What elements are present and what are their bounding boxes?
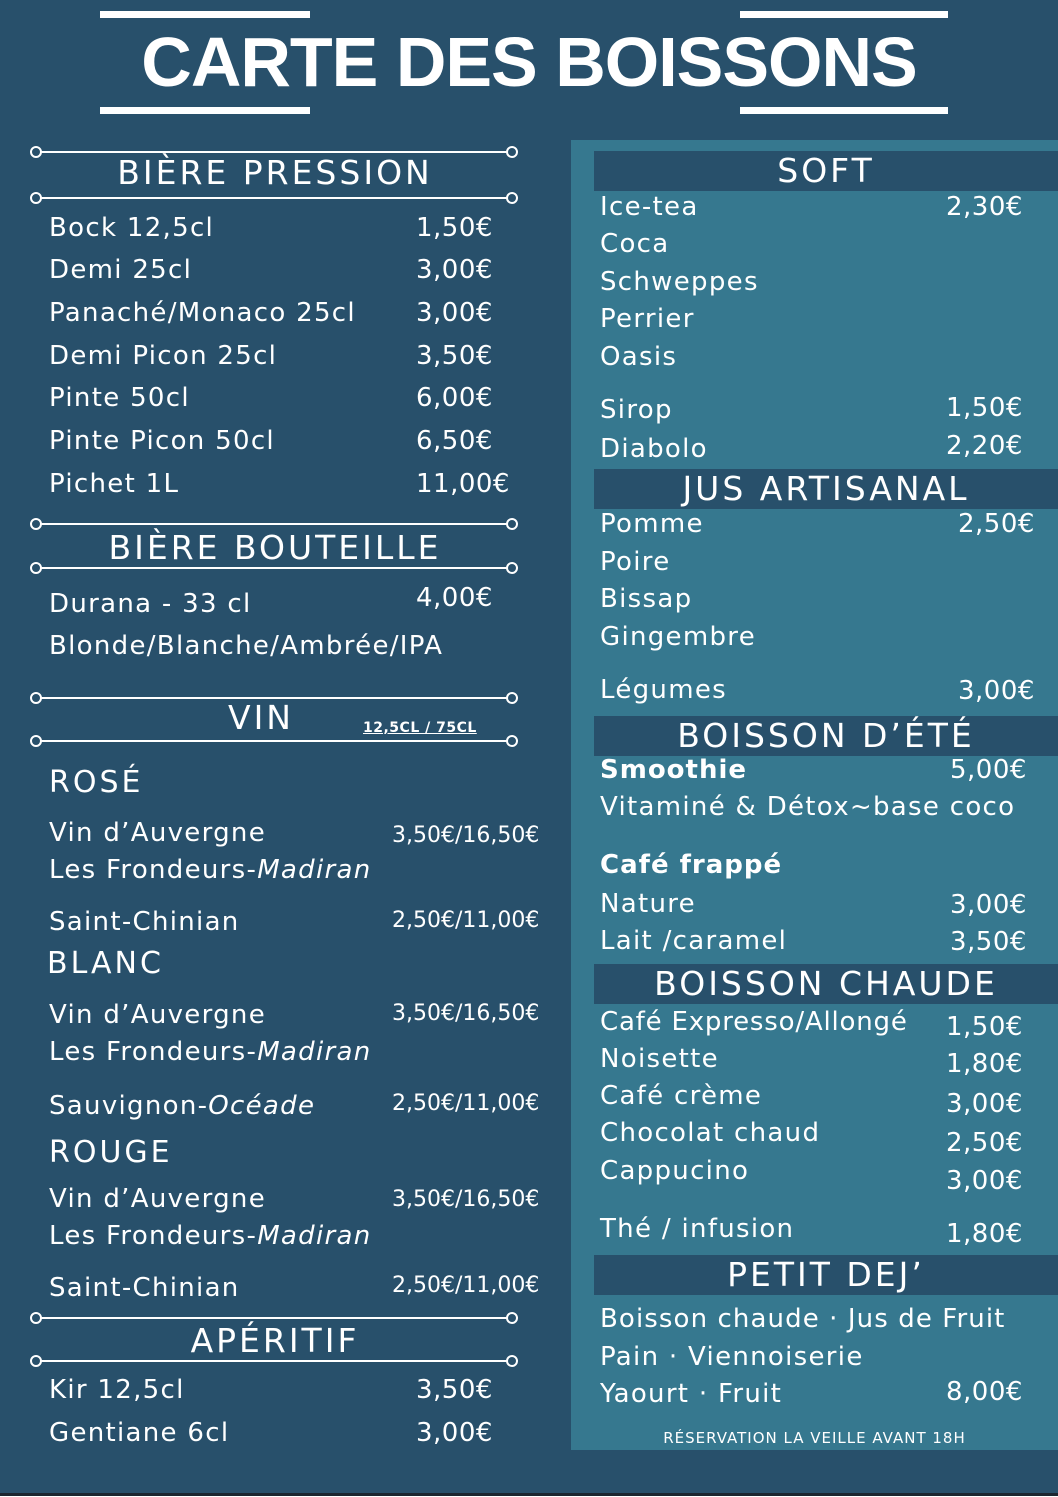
item-description: Vitaminé & Détox~base coco <box>600 792 1016 822</box>
item-name: Kir 12,5cl <box>49 1375 185 1405</box>
item-name: Noisette <box>600 1044 719 1074</box>
item-name: Thé / infusion <box>600 1214 795 1244</box>
section-title-biere-pression: BIÈRE PRESSION <box>117 153 433 192</box>
item-name: Boisson chaude · Jus de Fruit <box>600 1304 1006 1334</box>
item-price: 3,50€ <box>416 341 493 371</box>
wine-name: Sauvignon- <box>49 1091 209 1121</box>
wine-name-row <box>49 1090 315 1122</box>
menu-title: CARTE DES BOISSONS <box>141 23 917 101</box>
item-name: Bock 12,5cl <box>49 213 215 243</box>
item-name: Pain · Viennoiserie <box>600 1342 864 1372</box>
item-price: 3,00€ <box>946 1166 1023 1196</box>
item-price: 6,00€ <box>416 383 493 413</box>
wine-sub <box>49 1036 372 1068</box>
wine-category-blanc: BLANC <box>47 946 164 981</box>
section-title-vin: VIN <box>228 698 294 737</box>
rule <box>36 197 512 199</box>
rule-dot <box>30 1355 42 1367</box>
item-name: Diabolo <box>600 434 708 464</box>
rule-dot <box>506 692 518 704</box>
rule-dot <box>30 735 42 747</box>
item-price: 3,00€ <box>946 1089 1023 1119</box>
item-price: 11,00€ <box>416 469 510 499</box>
item-name: Lait /caramel <box>600 926 788 956</box>
rule-dot <box>30 692 42 704</box>
wine-producer: Les Frondeurs- <box>49 1221 258 1251</box>
item-name: Ice-tea <box>600 192 699 222</box>
item-name: Oasis <box>600 342 678 372</box>
section-title-jus-artisanal: JUS ARTISANAL <box>594 469 1058 509</box>
item-name: Nature <box>600 889 696 919</box>
item-name: Légumes <box>600 675 727 705</box>
item-name: Sirop <box>600 395 673 425</box>
rule <box>36 740 512 742</box>
title-bar-bottom-left <box>100 107 310 114</box>
wine-producer: Les Frondeurs- <box>49 855 258 885</box>
item-price: 1,50€ <box>946 1012 1023 1042</box>
item-price: 3,00€ <box>416 1418 493 1448</box>
wine-appellation: Madiran <box>257 1221 372 1251</box>
item-name: Pichet 1L <box>49 469 180 499</box>
rule-dot <box>506 192 518 204</box>
item-name: Bissap <box>600 584 693 614</box>
item-price: 4,00€ <box>416 583 493 613</box>
item-name: Café Expresso/Allongé <box>600 1007 908 1037</box>
item-name: Pinte Picon 50cl <box>49 426 275 456</box>
item-price: 1,50€ <box>416 213 493 243</box>
rule-dot <box>506 562 518 574</box>
rule-dot <box>30 192 42 204</box>
section-title-petit-dej: PETIT DEJ’ <box>594 1255 1058 1295</box>
item-name: Demi Picon 25cl <box>49 341 278 371</box>
item-variants: Blonde/Blanche/Ambrée/IPA <box>49 631 444 661</box>
item-price: 5,00€ <box>950 755 1027 785</box>
item-name: Perrier <box>600 304 695 334</box>
item-price: 3,50€ <box>950 927 1027 957</box>
item-name: Poire <box>600 547 671 577</box>
item-name: Pinte 50cl <box>49 383 190 413</box>
rule <box>36 567 512 569</box>
item-name: Schweppes <box>600 267 759 297</box>
item-name: Café frappé <box>600 850 783 880</box>
rule-dot <box>30 562 42 574</box>
section-title-boisson-ete: BOISSON D’ÉTÉ <box>594 716 1058 756</box>
item-price: 2,30€ <box>946 192 1023 222</box>
item-price: 6,50€ <box>416 426 493 456</box>
wine-price: 3,50€/16,50€ <box>392 1001 540 1026</box>
item-name: Café crème <box>600 1081 763 1111</box>
wine-name: Saint-Chinian <box>49 1273 240 1303</box>
wine-name: Vin d’Auvergne <box>49 1184 267 1214</box>
section-title-boisson-chaude: BOISSON CHAUDE <box>594 964 1058 1004</box>
section-title-aperitif: APÉRITIF <box>190 1321 360 1360</box>
section-title-soft: SOFT <box>594 151 1058 191</box>
wine-price: 2,50€/11,00€ <box>392 1273 540 1298</box>
item-price: 3,00€ <box>416 298 493 328</box>
wine-sub <box>49 854 372 886</box>
reservation-note: RÉSERVATION LA VEILLE AVANT 18H <box>663 1429 966 1447</box>
section-title-biere-bouteille: BIÈRE BOUTEILLE <box>108 528 442 567</box>
item-name: Yaourt · Fruit <box>600 1379 783 1409</box>
wine-name: Vin d’Auvergne <box>49 1000 267 1030</box>
wine-price: 3,50€/16,50€ <box>392 823 540 848</box>
item-name: Panaché/Monaco 25cl <box>49 298 356 328</box>
item-price: 1,80€ <box>946 1219 1023 1249</box>
vin-sizes: 12,5CL / 75CL <box>363 720 477 736</box>
item-price: 2,50€ <box>946 1128 1023 1158</box>
item-price: 3,00€ <box>958 676 1035 706</box>
wine-category-rose: ROSÉ <box>49 765 144 800</box>
item-price: 8,00€ <box>946 1377 1023 1407</box>
item-name: Gingembre <box>600 622 756 652</box>
item-price: 1,50€ <box>946 393 1023 423</box>
item-name: Gentiane 6cl <box>49 1418 230 1448</box>
wine-price: 2,50€/11,00€ <box>392 908 540 933</box>
wine-appellation: Madiran <box>257 855 372 885</box>
wine-price: 2,50€/11,00€ <box>392 1091 540 1116</box>
wine-category-rouge: ROUGE <box>49 1135 173 1170</box>
rule <box>36 1317 512 1319</box>
wine-price: 3,50€/16,50€ <box>392 1187 540 1212</box>
rule <box>36 1360 512 1362</box>
title-bar-top-left <box>100 11 310 18</box>
item-name: Demi 25cl <box>49 255 193 285</box>
item-price: 1,80€ <box>946 1049 1023 1079</box>
wine-appellation: Madiran <box>257 1037 372 1067</box>
item-name: Durana - 33 cl <box>49 589 252 619</box>
item-price: 3,00€ <box>416 255 493 285</box>
item-price: 3,50€ <box>416 1375 493 1405</box>
item-name: Coca <box>600 229 670 259</box>
wine-producer: Les Frondeurs- <box>49 1037 258 1067</box>
wine-name: Vin d’Auvergne <box>49 818 267 848</box>
title-bar-bottom-right <box>740 107 948 114</box>
item-price: 3,00€ <box>950 890 1027 920</box>
item-name: Chocolat chaud <box>600 1118 821 1148</box>
wine-name: Saint-Chinian <box>49 907 240 937</box>
wine-sub <box>49 1220 372 1252</box>
rule-dot <box>506 735 518 747</box>
item-price: 2,50€ <box>958 509 1035 539</box>
item-name: Cappucino <box>600 1156 750 1186</box>
wine-appellation: Océade <box>208 1091 316 1121</box>
item-name: Smoothie <box>600 755 748 785</box>
rule-dot <box>506 1355 518 1367</box>
item-price: 2,20€ <box>946 431 1023 461</box>
rule <box>36 523 512 525</box>
item-name: Pomme <box>600 509 704 539</box>
title-bar-top-right <box>740 11 948 18</box>
